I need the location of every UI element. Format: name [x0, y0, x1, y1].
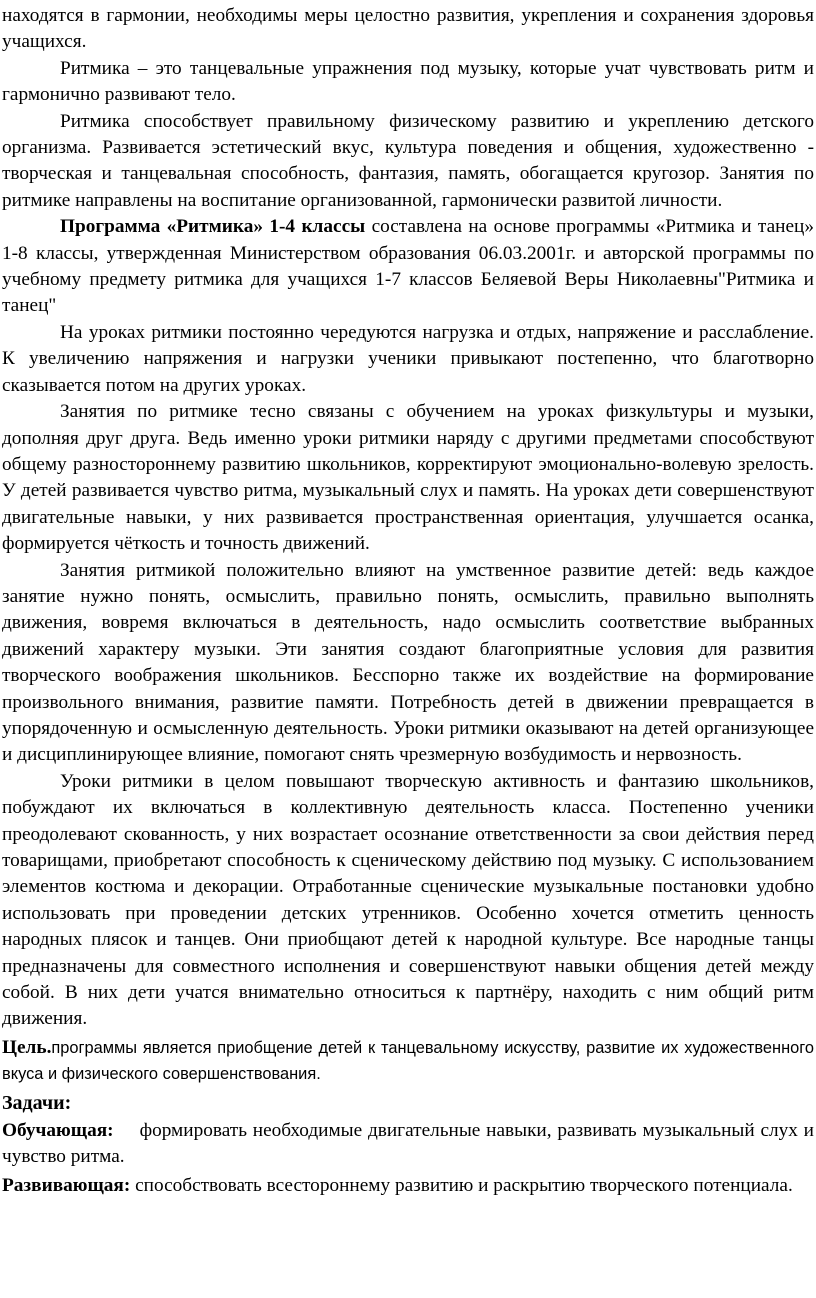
goal-text: программы является приобщение детей к танцевальному искусству, развитие их художественного вкуса и физического совершенствования.: [2, 1038, 814, 1084]
task-teaching-text: формировать необходимые двигательные навыки, развивать музыкальный слух и чувство ритма.: [2, 1120, 814, 1168]
paragraph-mental-development: Занятия ритмикой положительно влияют на умственное развитие детей: ведь каждое занятие нужно понять, осмыслить, правильно понять, осмыслить, правильно выполнять движения, вовремя включаться в деятельность, надо осмыслить соответствие выбранных движений характеру музыки. Эти занятия создают благоприятные условия для развития творческого воображения школьников. Бесспорно также их воздействие на формирование произвольного внимания, развитие памяти. Потребность детей в движении превращается в упорядоченную и осмысленную деятельность. Уроки ритмики оказывают на детей организующее и дисциплинирующее влияние, помогают снять чрезмерную возбудимость и нервозность.: [2, 559, 814, 766]
paragraph-program-basis: [2, 214, 814, 320]
tasks-heading: Задачи:: [2, 1091, 72, 1114]
document-page: [0, 3, 816, 1298]
paragraph-connection-subjects: Занятия по ритмике тесно связаны с обучением на уроках физкультуры и музыки, дополняя друг друга. Ведь именно уроки ритмики наряду с другими предметами способствуют общему разностороннему развитию школьников, корректируют эмоционально-волевую зрелость. У детей развивается чувство ритма, музыкальный слух и память. На уроках дети совершенствуют двигательные навыки, у них развивается пространственная ориентация, улучшается осанка, формируется чёткость и точность движений.: [2, 401, 814, 555]
paragraph-load-rest: На уроках ритмики постоянно чередуются нагрузка и отдых, напряжение и расслабление. К увеличению напряжения и нагрузки ученики привыкают постепенно, что благотворно сказывается потом на других уроках.: [2, 321, 814, 396]
goal-label: Цель.: [2, 1036, 52, 1058]
paragraph-rhythmics-definition: Ритмика – это танцевальные упражнения под музыку, которые учат чувствовать ритм и гармонично развивают тело.: [2, 57, 814, 106]
paragraph-continuation: находятся в гармонии, необходимы меры целостно развития, укрепления и сохранения здоровья учащихся.: [2, 5, 814, 53]
task-developing: [2, 1173, 814, 1199]
program-title: Программа «Ритмика» 1-4 классы: [60, 216, 366, 238]
task-teaching: [2, 1118, 814, 1171]
goal-paragraph: [2, 1035, 814, 1088]
task-teaching-label: Обучающая:: [2, 1120, 114, 1142]
paragraph-creative-activity: Уроки ритмики в целом повышают творческую активность и фантазию школьников, побуждают их включаться в коллективную деятельность класса. Постепенно ученики преодолевают скованность, у них возрастает осознание ответственности за свои действия перед товарищами, приобретают способность к сценическому действию под музыку. С использованием элементов костюма и декорации. Отработанные сценические музыкальные постановки удобно использовать при проведении детских утренников. Особенно хочется отметить ценность народных плясок и танцев. Они приобщают детей к народной культуре. Все народные танцы предназначены для совместного исполнения и совершенствуют навыки общения детей между собой. В них дети учатся внимательно относиться к партнёру, находить с ним общий ритм движения.: [2, 770, 814, 1030]
task-developing-text: способствовать всестороннему развитию и раскрытию творческого потенциала.: [130, 1174, 793, 1196]
task-developing-label: Развивающая:: [2, 1174, 131, 1196]
paragraph-rhythmics-benefits: Ритмика способствует правильному физическому развитию и укреплению детского организма. Развивается эстетический вкус, культура поведения и общения, художественно - творческая и танцевальная способность, фантазия, память, обогащается кругозор. Занятия по ритмике направлены на воспитание организованной, гармонически развитой личности.: [2, 110, 814, 211]
program-basis-text: составлена на основе программы «Ритмика и танец» 1-8 классы, утвержденная Министерством образования 06.03.2001г. и авторской программы по учебному предмету ритмика для учащихся 1-7 классов Беляевой Веры Николаевны"Ритмика и танец": [2, 216, 814, 317]
